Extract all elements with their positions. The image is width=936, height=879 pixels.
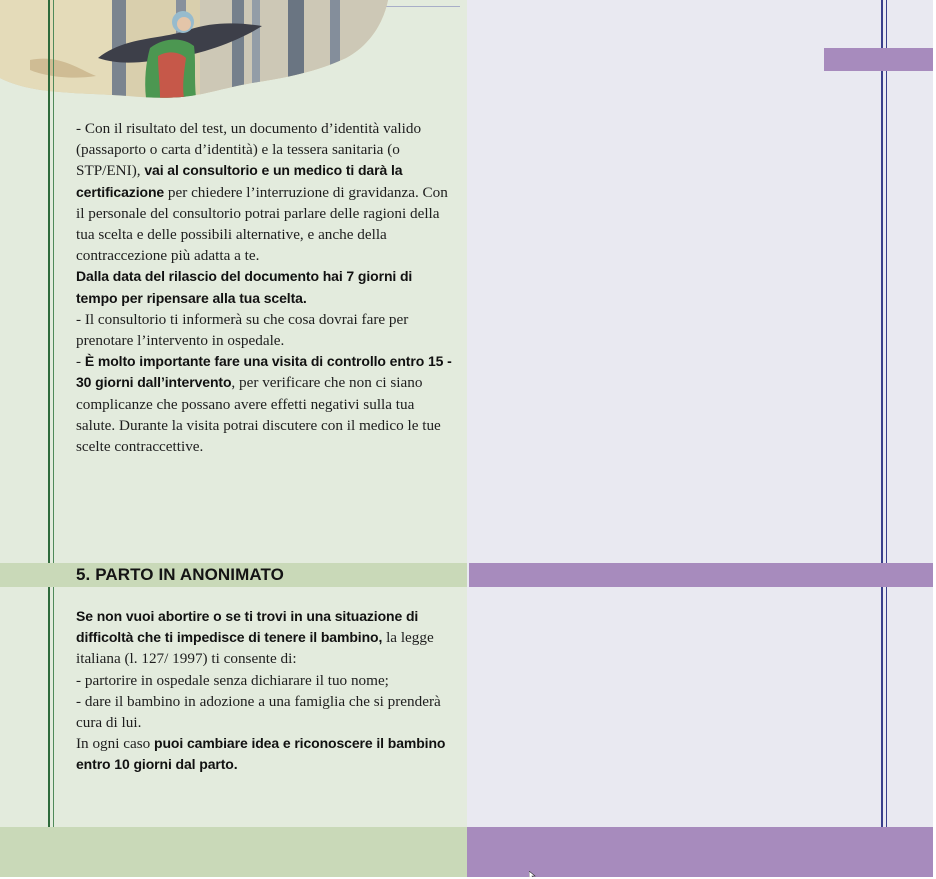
text-run: In ogni caso	[76, 735, 155, 753]
right-blue-rule	[881, 0, 883, 877]
text-run: la legge italiana (l. 127/ 1997) ti consente di:	[76, 629, 434, 668]
bottom-green-band	[0, 827, 467, 877]
paragraph-certification	[76, 118, 456, 266]
abortion-procedure-text	[76, 118, 456, 457]
bottom-purple-band	[467, 827, 933, 877]
text-run: - dare il bambino in adozione a una famiglia che si prenderà cura di lui.	[76, 692, 441, 732]
illustrated-figure-picture	[0, 0, 390, 100]
paragraph-change-mind	[76, 733, 456, 775]
left-green-rule-thin	[53, 0, 54, 877]
bold-text-run: È molto importante fare una visita di controllo entro 15 - 30 giorni dall’intervento	[76, 353, 452, 391]
paragraph-intro	[76, 606, 456, 670]
bold-text-run: Se non vuoi abortire o se ti trovi in una situazione di difficoltà che ti impedisce di tenere il bambino,	[76, 608, 419, 646]
text-run: , per verificare che non ci siano complicanze che possano avere effetti negativi sulla tua salute. Durante la visita potrai discutere con il medico le tue scelte contraccettive.	[76, 374, 441, 456]
right-blue-rule-thin	[886, 0, 887, 877]
right-page-panel	[467, 0, 934, 877]
section-purple-band	[469, 563, 933, 587]
text-run: -	[76, 353, 85, 371]
top-right-purple-band	[824, 48, 933, 71]
text-run: per chiedere l’interruzione di gravidanza. Con il personale del consultorio potrai parlare delle ragioni della tua scelta e delle possibili alternative, e anche della contraccezione più adatta a te.	[76, 183, 448, 265]
text-run: - Il consultorio ti informerà su che cosa dovrai fare per prenotare l’intervento in ospedale.	[76, 310, 409, 350]
text-run: - partorire in ospedale senza dichiarare il tuo nome;	[76, 671, 389, 689]
anonymous-birth-text	[76, 606, 456, 776]
text-run: - Con il risultato del test, un documento d’identità valido (passaporto o carta d’identità) e la tessera sanitaria (o STP/ENI),	[76, 120, 422, 180]
bold-text-run: vai al consultorio e un medico ti darà la certificazione	[76, 162, 403, 200]
section-title: 5. PARTO IN ANONIMATO	[76, 565, 285, 584]
bold-text-run: puoi cambiare idea e riconoscere il bambino entro 10 giorni dal parto.	[76, 735, 446, 773]
left-green-rule	[48, 0, 50, 877]
paragraph-option-anonymous	[76, 670, 456, 691]
bold-text-run: Dalla data del rilascio del documento hai 7 giorni di tempo per ripensare alla tua scelta.	[76, 268, 413, 306]
paragraph-booking	[76, 309, 456, 351]
paragraph-option-adoption	[76, 691, 456, 733]
paragraph-waiting-period	[76, 266, 456, 308]
paragraph-followup-visit	[76, 351, 456, 457]
